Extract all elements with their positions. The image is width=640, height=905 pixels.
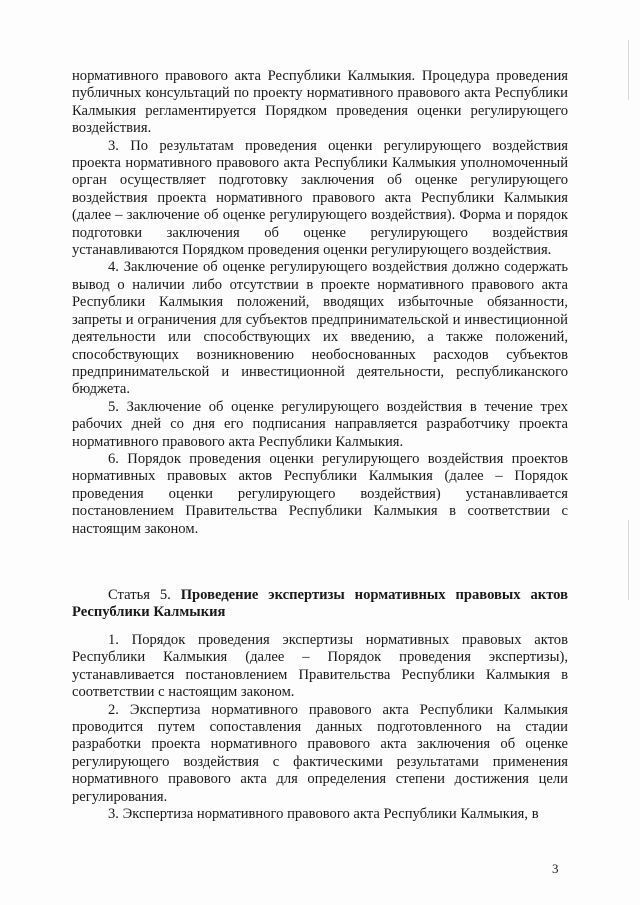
article-5-item-1: 1. Порядок проведения экспертизы нормативных правовых актов Республики Калмыкия (далее – Порядок проведения экспертизы), устанавливается постановлением Правительства Республики Калмыкия в соответствии с настоящим законом. (72, 632, 568, 701)
article-title: Проведение экспертизы нормативных правовых актов Республики Калмыкия (72, 587, 568, 621)
paragraph-item-5: 5. Заключение об оценке регулирующего воздействия в течение трех рабочих дней со дня его подписания направляется разработчику проекта нормативного правового акта Республики Калмыкия. (72, 398, 568, 450)
bottom-text-block (72, 632, 568, 823)
article-heading (72, 587, 568, 622)
top-text-block (72, 68, 568, 538)
scan-edge-mark (628, 40, 629, 100)
article-prefix: Статья 5. (108, 587, 181, 603)
page-number: 3 (552, 861, 559, 876)
paragraph-item-3: 3. По результатам проведения оценки регулирующего воздействия проекта нормативного правового акта Республики Калмыкия уполномоченный орган осуществляет подготовку заключения об оценке регулирующего воздействия проекта нормативного правового акта Республики Калмыкия (далее – заключение об оценке регулирующего воздействия). Форма и порядок подготовки заключения об оценке регулирующего воздействия устанавливаются Порядком проведения оценки регулирующего воздействия. (72, 137, 568, 259)
scan-edge-mark (628, 520, 629, 600)
article-5-item-2: 2. Экспертиза нормативного правового акта Республики Калмыкия проводится путем сопоставления данных подготовленного на стадии разработки проекта нормативного правового акта заключения об оценке регулирующего воздействия с фактическими результатами применения нормативного правового акта для определения степени достижения цели регулирования. (72, 701, 568, 805)
article-5-item-3: 3. Экспертиза нормативного правового акта Республики Калмыкия, в (108, 806, 539, 823)
paragraph-item-4: 4. Заключение об оценке регулирующего воздействия должно содержать вывод о наличии либо отсутствии в проекте нормативного правового акта Республики Калмыкия положений, вводящих избыточные обязанности, запреты и ограничения для субъектов предпринимательской и инвестиционной деятельности или способствующих их введению, а также положений, способствующих возникновению необоснованных расходов субъектов предпринимательской и инвестиционной деятельности, республиканского бюджета. (72, 259, 568, 398)
paragraph-continuation: нормативного правового акта Республики Калмыкия. Процедура проведения публичных консультаций по проекту нормативного правового акта Республики Калмыкия регламентируется Порядком проведения оценки регулирующего воздействия. (72, 68, 568, 137)
paragraph-item-6: 6. Порядок проведения оценки регулирующего воздействия проектов нормативных правовых актов Республики Калмыкия (далее – Порядок проведения оценки регулирующего воздействия) устанавливается постановлением Правительства Республики Калмыкия в соответствии с настоящим законом. (72, 450, 568, 537)
